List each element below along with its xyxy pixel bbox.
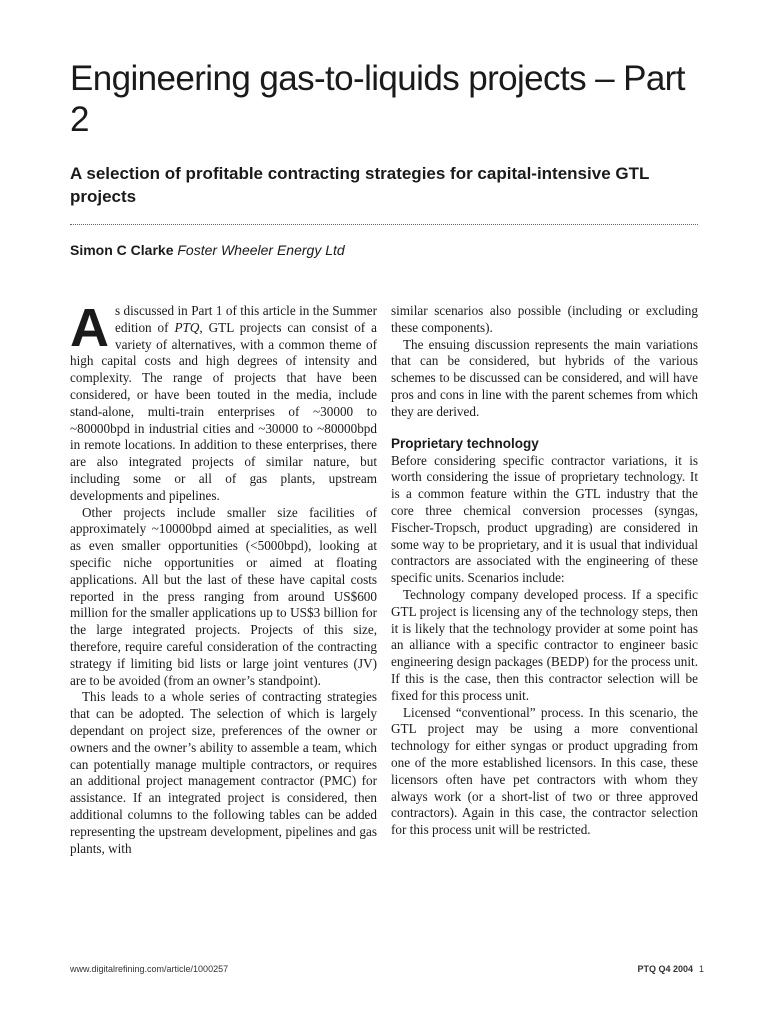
paragraph: Before considering specific contractor variations, it is worth considering the issue of proprietary technology. It is a common feature within the GTL industry that the core three chemical conversion processes (syngas, Fischer-Tropsch, product upgrading) are considered in some way to be proprietary, and it is usual that individual contractors are associated with the engineering of these specific units. Scenarios include: (391, 452, 698, 586)
paragraph: similar scenarios also possible (including or excluding these components). (391, 303, 698, 335)
paragraph: Technology company developed process. If a specific GTL project is licensing any of the technology steps, then it is likely that the technology provider at some point has an alliance with a specific contractor to engineer basic engineering design packages (BEDP) for the process unit. If this is the case, then this contractor selection will be fixed for this process unit. (391, 586, 698, 703)
byline (70, 240, 345, 260)
footer-url: www.digitalrefining.com/article/1000257 (70, 964, 229, 974)
paragraph: Licensed “conventional” process. In this scenario, the GTL project may be using a more conventional technology for either syngas or product upgrading from one of the more established licensors. In this case, these licensors often have pet contractors with whom they always work (or a short-list of two or three approved contractors). Again in this case, the contractor selection for this process unit will be restricted. (391, 704, 698, 838)
author-name: Simon C Clarke (70, 242, 174, 258)
article-title: Engineering gas-to-liquids projects – Part 2 (70, 59, 685, 139)
paragraph: The ensuing discussion represents the main variations that can be considered, but hybrids of the various schemes to be discussed can be considered, and will have pros and cons in line with the parent schemes from which they are derived. (391, 336, 698, 419)
paragraph (70, 298, 377, 505)
article-subtitle: A selection of profitable contracting strategies for capital-intensive GTL projects (70, 164, 650, 206)
journal-name-italic: PTQ (174, 319, 200, 335)
paragraph: This leads to a whole series of contracting strategies that can be adopted. The selection of which is largely dependant on project size, preferences of the owner or owners and the owner’s ability to assemble a team, which can potentially manage multiple contractors, or requires an additional project management contractor (PMC) for assistance. If an integrated project is considered, then additional columns to the following tables can be added representing the upstream development, pipelines and gas plants, with (70, 689, 377, 856)
drop-cap: A (70, 298, 109, 358)
author-affiliation: Foster Wheeler Energy Ltd (177, 242, 345, 258)
paragraph-text: s discussed in Part 1 of this article in the Summer edition of (115, 303, 377, 335)
body-column-right (391, 303, 698, 839)
footer-journal: PTQ Q4 2004 (637, 964, 693, 974)
paragraph: Other projects include smaller size facilities of approximately ~10000bpd aimed at specialities, as well as even smaller opportunities (<5000bpd), looking at specific niche opportunities or aimed at floating applications. All but the last of these have capital costs reported in the press ranging from around US$600 million for the smaller applications up to US$3 billion for the large integrated projects. Projects of this size, therefore, require careful consideration of the contracting strategy if limiting bid lists or large joint ventures (JV) are to be avoided (from an owner’s standpoint). (70, 504, 377, 688)
page-number: 1 (698, 964, 704, 974)
footer-page-info (637, 964, 704, 974)
section-heading: Proprietary technology (391, 435, 539, 451)
paragraph-text: , GTL projects can consist of a variety of alternatives, with a common theme of high capital costs and high degrees of intensity and complexity. The range of projects that have been considered, or have been touted in the media, include stand-alone, multi-train enterprises of ~30000 to ~80000bpd in industrial cities and ~30000 to ~80000bpd in remote locations. In addition to these enterprises, there are also integrated projects of similar nature, but including some or all of gas plants, upstream developments and pipelines. (70, 319, 377, 503)
body-column-left (70, 298, 377, 857)
dotted-divider (70, 224, 698, 225)
